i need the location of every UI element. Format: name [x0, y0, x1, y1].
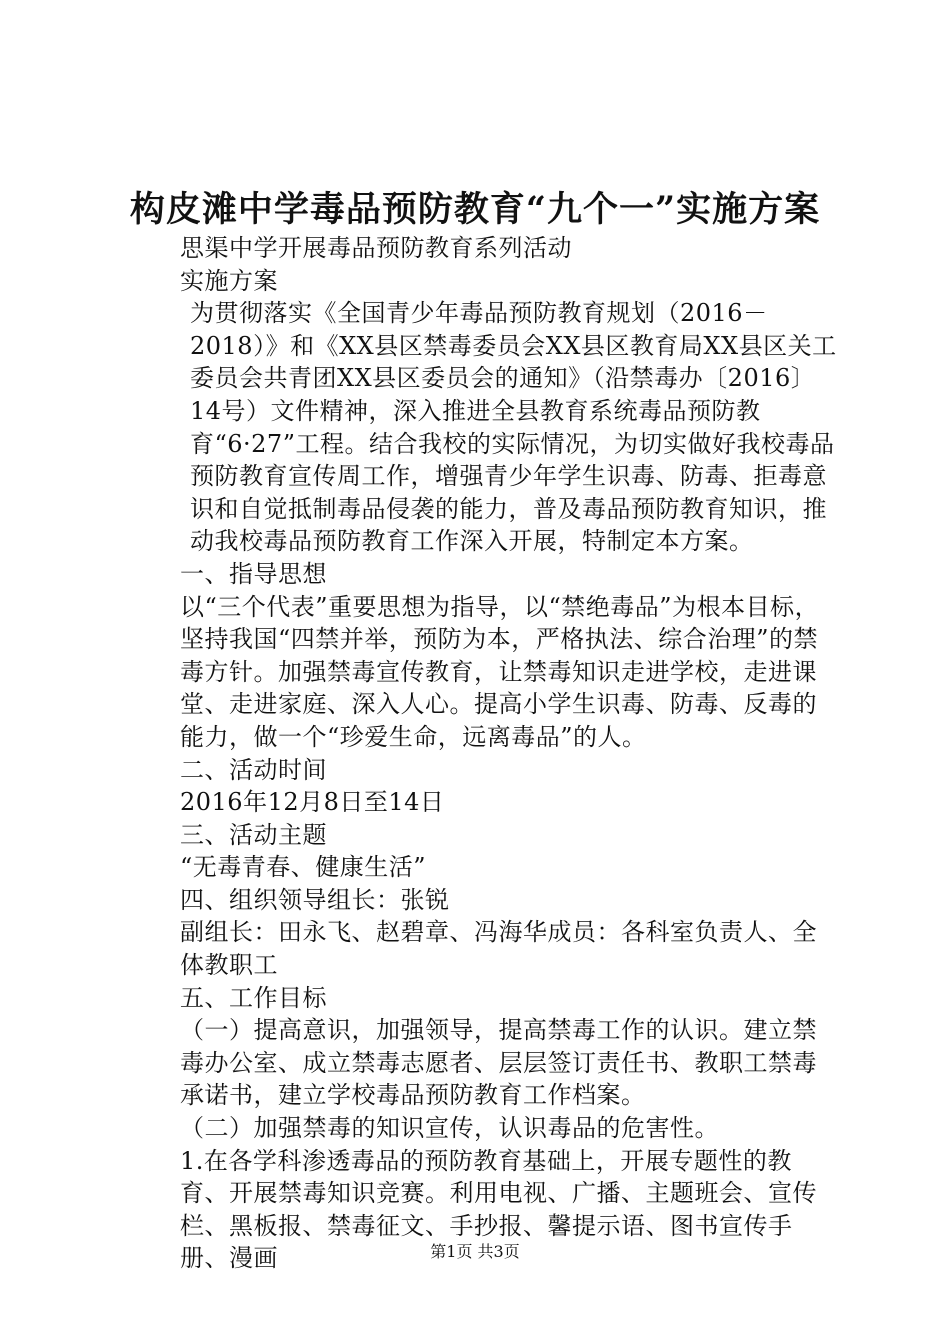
document-title: 构皮滩中学毒品预防教育“九个一”实施方案: [129, 189, 821, 230]
paragraph: 二、活动时间: [180, 755, 327, 784]
paragraph: 2016年12月8日至14日: [180, 788, 445, 817]
document-body: [128, 232, 838, 1275]
paragraph: 三、活动主题: [180, 820, 327, 849]
paragraph: 1.在各学科渗透毒品的预防教育基础上，开展专题性的教育、开展禁毒知识竞赛。利用电视、广播、主题班会、宣传栏、黑板报、禁毒征文、手抄报、馨提示语、图书宣传手册、漫画: [180, 1146, 817, 1273]
paragraph: 四、组织领导组长：张锐: [180, 885, 450, 914]
paragraph: “无毒青春、健康生活”: [180, 853, 427, 882]
page-footer: 第1页 共3页: [430, 1242, 520, 1261]
paragraph: （一）提高意识，加强领导，提高禁毒工作的认识。建立禁毒办公室、成立禁毒志愿者、层层签订责任书、教职工禁毒承诺书，建立学校毒品预防教育工作档案。: [180, 1016, 817, 1110]
paragraph: 思渠中学开展毒品预防教育系列活动: [180, 234, 572, 262]
paragraph: 五、工作目标: [180, 983, 327, 1012]
paragraph: 以“三个代表”重要思想为指导，以“禁绝毒品”为根本目标，坚持我国“四禁并举，预防为本，严格执法、综合治理”的禁毒方针。加强禁毒宣传教育，让禁毒知识走进学校，走进课堂、走进家庭、深入人心。提高小学生识毒、防毒、反毒的能力，做一个“珍爱生命，远离毒品”的人。: [180, 592, 820, 751]
paragraph: （二）加强禁毒的知识宣传，认识毒品的危害性。: [180, 1114, 719, 1143]
paragraph: 副组长：田永飞、赵碧章、冯海华成员：各科室负责人、全体教职工: [180, 918, 817, 980]
paragraph: 一、指导思想: [180, 559, 327, 588]
paragraph: 实施方案: [180, 266, 278, 295]
paragraph: 为贯彻落实《全国青少年毒品预防教育规划（2016－2018）》和《XX县区禁毒委员会XX县区教育局XX县区关工委员会共青团XX县区委员会的通知》（沿禁毒办〔2016〕14号）文件精神，深入推进全县教育系统毒品预防教育“6·27”工程。结合我校的实际情况，为切实做好我校毒品预防教育宣传周工作，增强青少年学生识毒、防毒、拒毒意识和自觉抵制毒品侵袭的能力，普及毒品预防教育知识，推动我校毒品预防教育工作深入开展，特制定本方案。: [190, 299, 837, 556]
